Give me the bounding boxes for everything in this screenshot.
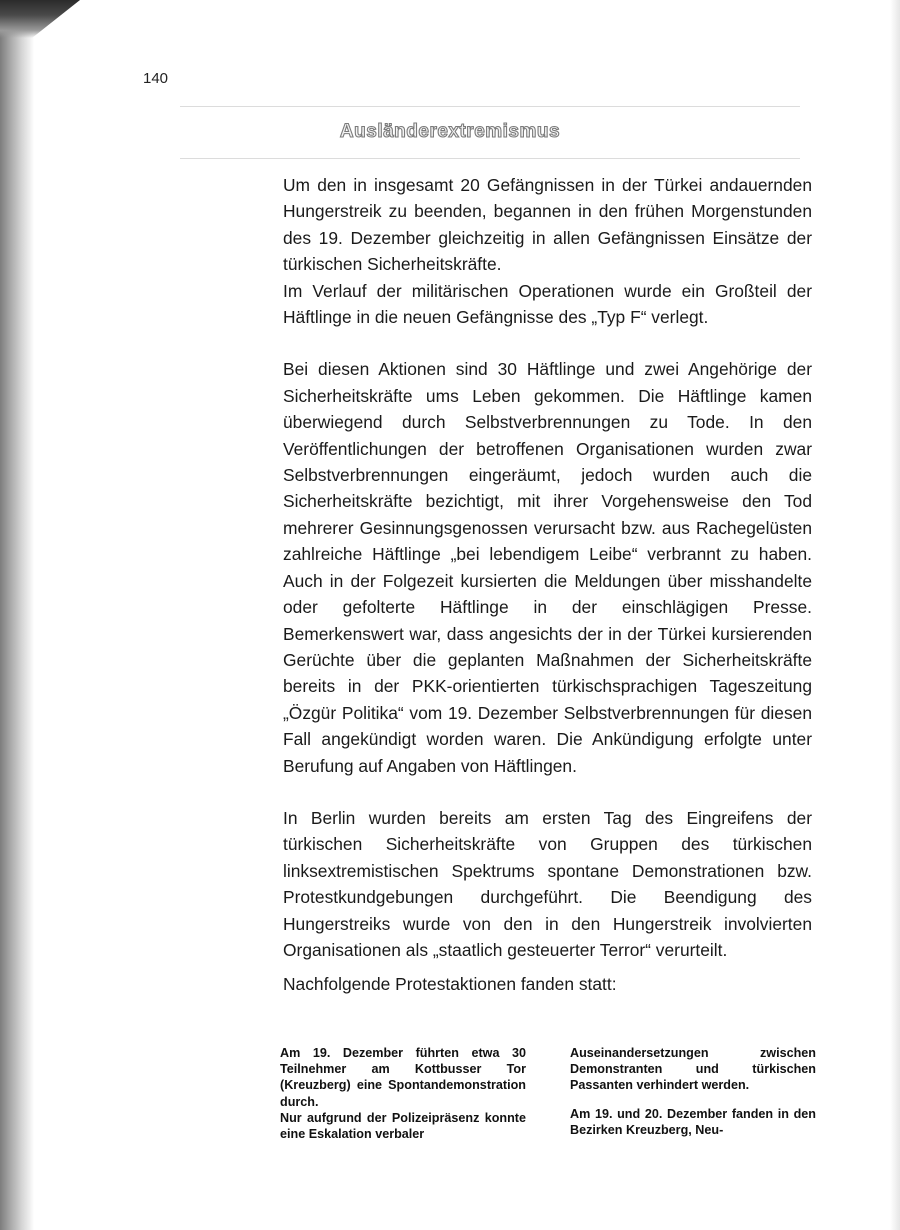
header-rule-top xyxy=(180,106,800,107)
running-header: Ausländerextremismus xyxy=(339,121,561,142)
main-text xyxy=(283,172,812,998)
header-rule-bottom xyxy=(180,158,800,159)
paragraph: Bei diesen Aktionen sind 30 Häftlinge und zwei Angehörige der Sicherheitskräfte ums Leben gekommen. Die Häftlinge kamen überwiegend durch Selbstverbrennungen zu Tode. In den Veröffentlichungen der betroffenen Organisationen wurden zwar Selbstverbrennungen eingeräumt, jedoch wurden auch die Sicherheitskräfte bezichtigt, mit ihrer Vorgehensweise den Tod mehrerer Gesinnungsgenossen verursacht bzw. aus Rachegelüsten zahlreiche Häftlinge „bei lebendigem Leibe“ verbrannt zu haben. Auch in der Folgezeit kursierten die Meldungen über misshandelte oder gefolterte Häftlinge in der einschlägigen Presse. Bemerkenswert war, dass angesichts der in der Türkei kursierenden Gerüchte über die geplanten Maßnahmen der Sicherheitskräfte bereits in der PKK-orientierten türkischsprachigen Tageszeitung „Özgür Politika“ vom 19. Dezember Selbstverbrennungen für diesen Fall angekündigt worden waren. Die Ankündigung erfolgte unter Berufung auf Angaben von Häftlingen. xyxy=(283,359,812,776)
paragraph: Um den in insgesamt 20 Gefängnissen in der Türkei andauernden Hungerstreik zu beenden, begannen in den frühen Morgenstunden des 19. Dezember gleichzeitig in allen Gefängnissen Einsätze der türkischen Sicherheitskräfte. xyxy=(283,175,812,275)
right-column xyxy=(570,1045,816,1138)
column-paragraph: Auseinandersetzungen zwischen Demonstranten und türkischen Passanten verhindert werden. xyxy=(570,1046,816,1093)
column-paragraph: Nur aufgrund der Polizeipräsenz konnte eine Eskalation verbaler xyxy=(280,1110,526,1142)
page-edge-shadow xyxy=(890,0,900,1230)
page-number: 140 xyxy=(143,70,169,87)
binding-shadow xyxy=(0,0,34,1230)
paragraph: In Berlin wurden bereits am ersten Tag des Eingreifens der türkischen Sicherheitskräfte von Gruppen des türkischen linksextremistischen Spektrums spontane Demonstrationen bzw. Protestkundgebungen durchgeführt. Die Beendigung des Hungerstreiks wurde von den in den Hungerstreik involvierten Organisationen als „staatlich gesteuerter Terror“ verurteilt. xyxy=(283,807,812,960)
column-paragraph: Am 19. Dezember führten etwa 30 Teilnehmer am Kottbusser Tor (Kreuzberg) eine Spontandemonstration durch. xyxy=(280,1046,526,1109)
paragraph: Nachfolgende Protestaktionen fanden statt: xyxy=(283,974,617,995)
paragraph: Im Verlauf der militärischen Operationen wurde ein Großteil der Häftlinge in die neuen Gefängnisse des „Typ F“ verlegt. xyxy=(283,280,812,328)
left-column xyxy=(280,1045,526,1142)
column-paragraph: Am 19. und 20. Dezember fanden in den Bezirken Kreuzberg, Neu- xyxy=(570,1106,816,1137)
binding-corner-shadow xyxy=(0,0,80,38)
